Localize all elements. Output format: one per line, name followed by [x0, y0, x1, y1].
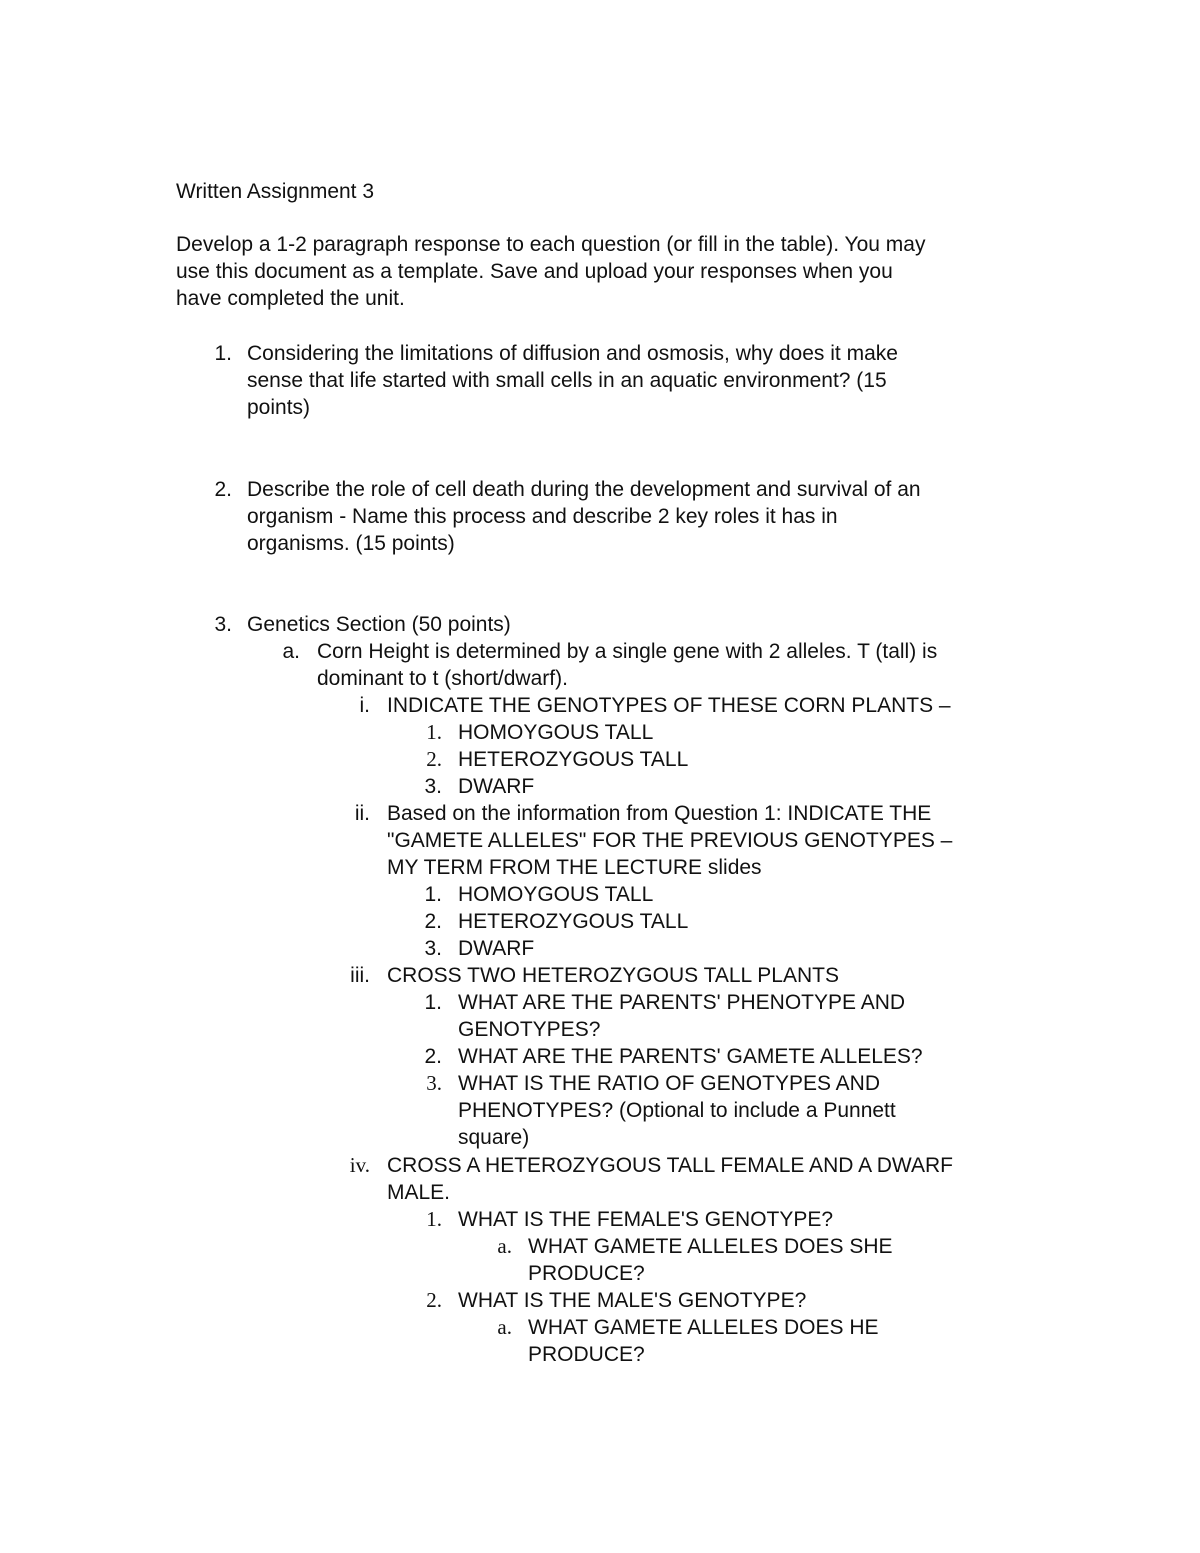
q3-i-item: HOMOYGOUS TALL	[458, 721, 654, 744]
intro-line: use this document as a template. Save and upload your responses when you	[176, 260, 893, 283]
q3-ii-item-number: 3.	[424, 937, 442, 960]
q3-i-item-number: 2.	[426, 747, 442, 771]
q3-ii-line: "GAMETE ALLELES" FOR THE PREVIOUS GENOTYPES –	[387, 829, 953, 852]
q3-iv-line: CROSS A HETEROZYGOUS TALL FEMALE AND A DWARF	[387, 1154, 953, 1177]
q3-i-number: i.	[359, 694, 370, 717]
q3a-line: dominant to t (short/dwarf).	[317, 667, 568, 690]
q3-iv-subitem-line: PRODUCE?	[528, 1262, 645, 1285]
q3-i-item-number: 3.	[424, 775, 442, 798]
q2-number: 2.	[214, 478, 232, 501]
q3-iv-item: WHAT IS THE MALE'S GENOTYPE?	[458, 1289, 807, 1312]
q3-i-item: HETEROZYGOUS TALL	[458, 748, 689, 771]
q3-iii-item-line: WHAT IS THE RATIO OF GENOTYPES AND	[458, 1072, 880, 1095]
intro-line: Develop a 1-2 paragraph response to each question (or fill in the table). You may	[176, 233, 926, 256]
q3-iv-line: MALE.	[387, 1181, 451, 1204]
q3-iv-item: WHAT IS THE FEMALE'S GENOTYPE?	[458, 1208, 834, 1231]
q2-line: organisms. (15 points)	[247, 532, 455, 555]
q3-iv-item-number: 2.	[426, 1288, 442, 1312]
q3-ii-item: DWARF	[458, 937, 535, 960]
q3a-text	[317, 638, 937, 692]
q3-ii-text	[387, 800, 952, 881]
q1-number: 1.	[214, 342, 232, 365]
q1-text	[247, 340, 898, 421]
q3-ii-item-number: 1.	[424, 883, 442, 906]
q3-iii-item-number: 1.	[424, 991, 442, 1014]
q3-iv-number: iv.	[349, 1153, 370, 1177]
q3-ii-line: Based on the information from Question 1: INDICATE THE	[387, 802, 932, 825]
q1-line: points)	[247, 396, 311, 419]
q3-iii-item	[458, 989, 905, 1043]
q3-iii-item-line: square)	[458, 1126, 530, 1149]
q3a-number: a.	[282, 640, 300, 663]
q3-iv-subitem	[528, 1314, 879, 1368]
q3-iii-item	[458, 1070, 896, 1151]
q3-number: 3.	[214, 613, 232, 636]
q3-iv-subitem	[528, 1233, 893, 1287]
q3-ii-item: HETEROZYGOUS TALL	[458, 910, 689, 933]
q2-line: organism - Name this process and describe 2 key roles it has in	[247, 505, 838, 528]
q3-label: Genetics Section (50 points)	[247, 613, 511, 636]
q3-iii-item-line: WHAT ARE THE PARENTS' GAMETE ALLELES?	[458, 1045, 923, 1068]
q2-line: Describe the role of cell death during the development and survival of an	[247, 478, 921, 501]
q3-iv-subitem-number: a.	[497, 1234, 512, 1258]
q3-i-text: INDICATE THE GENOTYPES OF THESE CORN PLANTS –	[387, 694, 951, 717]
q3-ii-item-number: 2.	[424, 910, 442, 933]
q3-iv-subitem-line: WHAT GAMETE ALLELES DOES HE	[528, 1316, 879, 1339]
q3-iii-number: iii.	[350, 964, 370, 987]
q3-iii-item	[458, 1043, 923, 1070]
q1-line: sense that life started with small cells in an aquatic environment? (15	[247, 369, 887, 392]
q3-iv-item-number: 1.	[426, 1207, 442, 1231]
q3a-line: Corn Height is determined by a single gene with 2 alleles. T (tall) is	[317, 640, 938, 663]
q3-iv-subitem-line: WHAT GAMETE ALLELES DOES SHE	[528, 1235, 893, 1258]
q3-i-item-number: 1.	[426, 720, 442, 744]
q3-iv-text	[387, 1152, 953, 1206]
q2-text	[247, 476, 921, 557]
q3-iii-item-line: WHAT ARE THE PARENTS' PHENOTYPE AND	[458, 991, 906, 1014]
intro-line: have completed the unit.	[176, 287, 405, 310]
q3-iv-subitem-number: a.	[497, 1315, 512, 1339]
q3-ii-number: ii.	[354, 802, 370, 825]
q1-line: Considering the limitations of diffusion and osmosis, why does it make	[247, 342, 898, 365]
q3-iii-item-line: PHENOTYPES? (Optional to include a Punnett	[458, 1099, 896, 1122]
q3-ii-item: HOMOYGOUS TALL	[458, 883, 654, 906]
q3-ii-line: MY TERM FROM THE LECTURE slides	[387, 856, 762, 879]
q3-iii-item-line: GENOTYPES?	[458, 1018, 601, 1041]
q3-iii-item-number: 2.	[424, 1045, 442, 1068]
page-title: Written Assignment 3	[176, 180, 375, 203]
q3-i-item: DWARF	[458, 775, 535, 798]
q3-iii-text: CROSS TWO HETEROZYGOUS TALL PLANTS	[387, 964, 839, 987]
intro-paragraph	[176, 231, 925, 312]
q3-iv-subitem-line: PRODUCE?	[528, 1343, 645, 1366]
q3-iii-item-number: 3.	[426, 1071, 442, 1095]
